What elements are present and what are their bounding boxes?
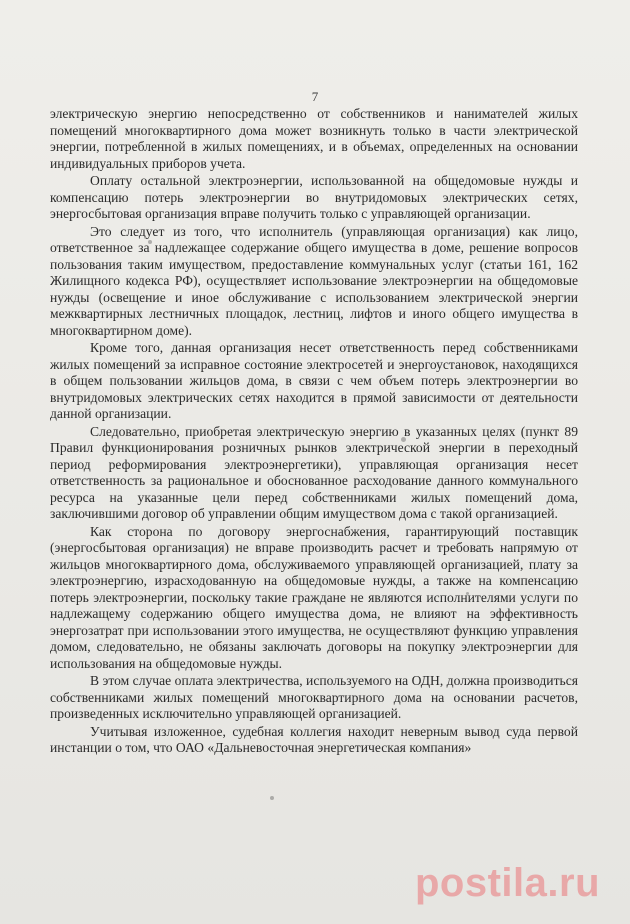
paragraph-7: В этом случае оплата электричества, используемого на ОДН, должна производиться собственниками жилых помещений многоквартирного дома на основании расчетов, произведенных исключительно управляющей организацией. — [50, 673, 578, 721]
paragraph-1: электрическую энергию непосредственно от собственников и нанимателей жилых помещений многоквартирного дома может возникнуть только в части электрической энергии, потребленной в жилых помещениях, и в объемах, определенных на основании индивидуальных приборов учета. — [50, 106, 578, 171]
paragraph-2: Оплату остальной электроэнергии, использованной на общедомовые нужды и компенсацию потерь электроэнергии во внутридомовых электрических сетях, энергосбытовая организация вправе получить только с управляющей организации. — [50, 173, 578, 221]
paragraph-4: Кроме того, данная организация несет ответственность перед собственниками жилых помещений за исправное состояние электросетей и энергоустановок, находящихся в общем пользовании жильцов дома, в связи с чем объем потерь электроэнергии во внутридомовых электрических сетях находится в прямой зависимости от деятельности данной организации. — [50, 340, 578, 421]
scan-speck — [466, 592, 469, 595]
paragraph-8: Учитывая изложенное, судебная коллегия находит неверным вывод суда первой инстанции о том, что ОАО «Дальневосточная энергетическая компания» — [50, 723, 578, 755]
page-number: 7 — [311, 89, 319, 104]
watermark-text: postila.ru — [415, 860, 601, 905]
paragraph-5: Следовательно, приобретая электрическую энергию в указанных целях (пункт 89 Правил функционирования розничных рынков электрической энергии в переходный период реформирования электроэнергетики), управляющая организация несет ответственность за рациональное и обоснованное расходование данного коммунального ресурса на указанные цели перед собственниками жилых помещений дома, заключившими договор об управлении общим имуществом дома с такой организацией. — [50, 423, 578, 521]
paragraph-3: Это следует из того, что исполнитель (управляющая организация) как лицо, ответственное за надлежащее содержание общего имущества в доме, решение вопросов пользования таким имуществом, предоставление коммунальных услуг (статьи 161, 162 Жилищного кодекса РФ), осуществляет использование электроэнергии на общедомовые нужды (освещение и иное обслуживание с использованием электрической энергии межквартирных лестничных площадок, лестниц, лифтов и иного общего имущества в многоквартирном доме). — [50, 223, 578, 338]
paragraph-6: Как сторона по договору энергоснабжения, гарантирующий поставщик (энергосбытовая организация) не вправе производить расчет и требовать напрямую от жильцов многоквартирного дома, обслуживаемого управляющей организацией, плату за электроэнергию, израсходованную на общедомовые нужды, а также на компенсацию потерь электроэнергии, поскольку такие граждане не являются исполнителями услуги по надлежащему содержанию общего имущества дома, не влияют на эффективность энергозатрат при использовании этого имущества, не осуществляют функцию управления домом, следовательно, не обязаны заключать договоры на покупку электроэнергии для использования на общедомовые нужды. — [50, 523, 578, 671]
scan-speck — [148, 240, 152, 244]
watermark-logo — [415, 853, 625, 913]
scan-speck — [401, 437, 406, 442]
scan-speck — [270, 796, 274, 800]
document-body — [50, 106, 578, 757]
